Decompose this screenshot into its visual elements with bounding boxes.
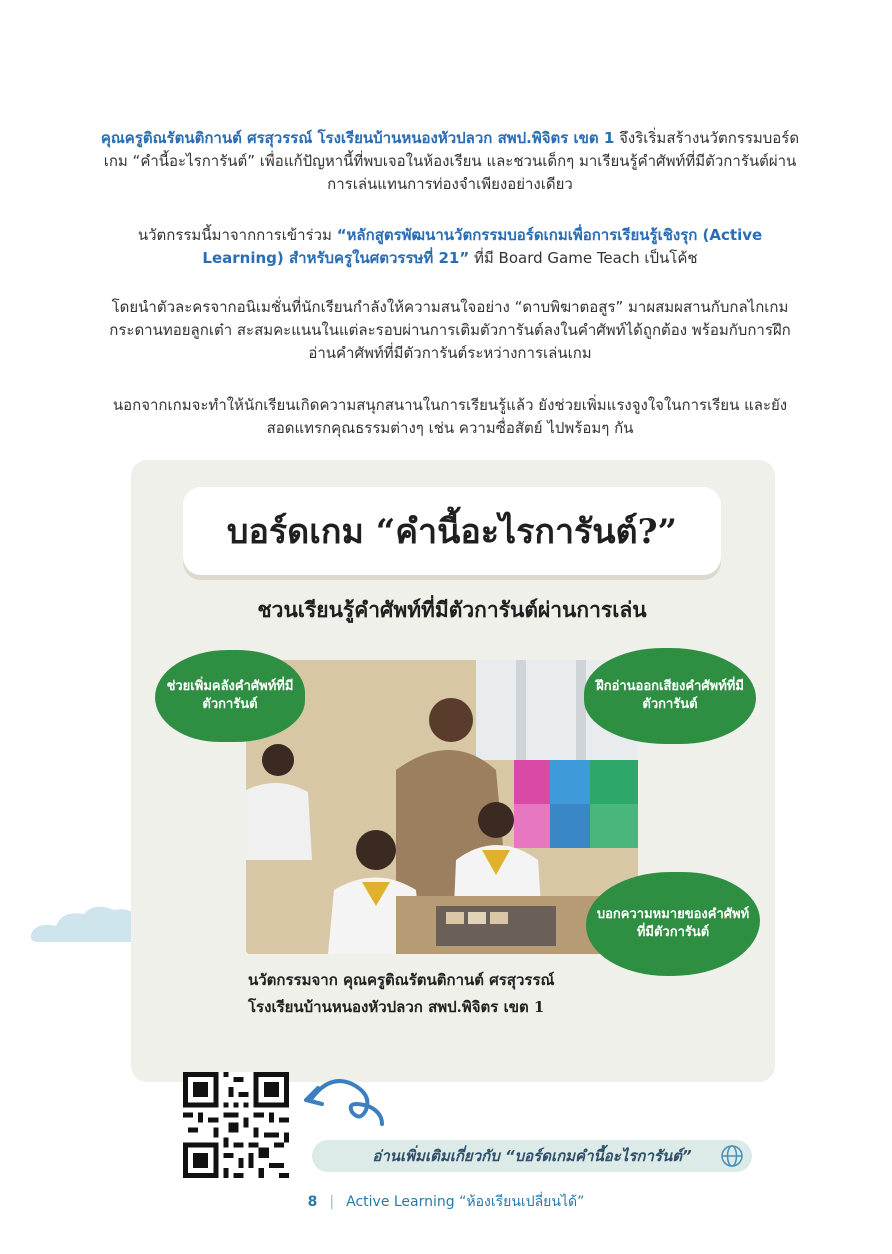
benefit-bubble-vocabulary: ช่วยเพิ่มคลังคำศัพท์ที่มีตัวการันต์ <box>155 650 305 742</box>
benefit-bubble-meaning: บอกความหมายของคำศัพท์ที่มีตัวการันต์ <box>586 872 760 976</box>
intro-paragraph-2-end: ที่มี Board Game Teach เป็นโค้ช <box>469 249 698 267</box>
credit-line-1: นวัตกรรมจาก คุณครูติณรัตนติกานต์ ศรสุวรรณ์ <box>248 971 555 989</box>
intro-paragraph-1-text: จึงริเริ่มสร้างนวัตกรรมบอร์ดเกม “คำนี้อะไรการันต์” เพื่อแก้ปัญหานี้ที่พบเจอในห้องเรียน และชวนเด็กๆ มาเรียนรู้คำศัพท์ที่มีตัวการันต์ผ่านการเล่นแทนการท่องจำเพียงอย่างเดียว <box>103 129 800 193</box>
credit-line-2: โรงเรียนบ้านหนองหัวปลวก สพป.พิจิตร เขต 1 <box>248 998 545 1016</box>
intro-paragraph-2 <box>100 224 800 270</box>
globe-icon[interactable] <box>720 1144 744 1168</box>
course-name-highlight: “หลักสูตรพัฒนานวัตกรรมบอร์ดเกมเพื่อการเรียนรู้เชิงรุก (Active Learning) สำหรับครูในศตวรรษที่ 21” <box>202 226 763 267</box>
intro-paragraph-4: นอกจากเกมจะทำให้นักเรียนเกิดความสนุกสนานในการเรียนรู้แล้ว ยังช่วยเพิ่มแรงจูงใจในการเรียน และยังสอดแทรกคุณธรรมต่างๆ เช่น ความซื่อสัตย์ ไปพร้อมๆ กัน <box>112 396 788 437</box>
footer-title: Active Learning “ห้องเรียนเปลี่ยนได้” <box>346 1194 585 1210</box>
intro-paragraph-1 <box>100 127 800 196</box>
qr-code[interactable] <box>183 1072 289 1178</box>
read-more-link[interactable]: อ่านเพิ่มเติมเกี่ยวกับ “บอร์ดเกมคำนี้อะไรการันต์” <box>312 1140 752 1172</box>
benefit-bubble-pronunciation: ฝึกอ่านออกเสียงคำศัพท์ที่มีตัวการันต์ <box>584 648 756 744</box>
page-footer: 8 | Active Learning “ห้องเรียนเปลี่ยนได้” <box>307 1194 585 1210</box>
card-subtitle: ชวนเรียนรู้คำศัพท์ที่มีตัวการันต์ผ่านการเล่น <box>257 597 647 622</box>
intro-paragraph-2-start: นวัตกรรมนี้มาจากการเข้าร่วม <box>137 226 337 244</box>
teacher-name-highlight: คุณครูติณรัตนติกานต์ ศรสุวรรณ์ โรงเรียนบ้านหนองหัวปลวก สพป.พิจิตร เขต 1 <box>100 129 615 147</box>
page-number: 8 <box>307 1194 318 1210</box>
card-title: บอร์ดเกม “คำนี้อะไรการันต์?” <box>183 487 721 575</box>
arrow-curl-icon <box>302 1070 392 1130</box>
photo-credit <box>248 967 708 1021</box>
classroom-photo <box>246 660 638 954</box>
intro-paragraph-3: โดยนำตัวละครจากอนิเมชั่นที่นักเรียนกำลังให้ความสนใจอย่าง “ดาบพิฆาตอสูร” มาผสมผสานกับกลไกเกมกระดานทอยลูกเต๋า สะสมคะแนนในแต่ละรอบผ่านการเติมตัวการันต์ลงในคำศัพท์ได้ถูกต้อง พร้อมกับการฝึกอ่านคำศัพท์ที่มีตัวการันต์ระหว่างการเล่นเกม <box>109 298 791 362</box>
